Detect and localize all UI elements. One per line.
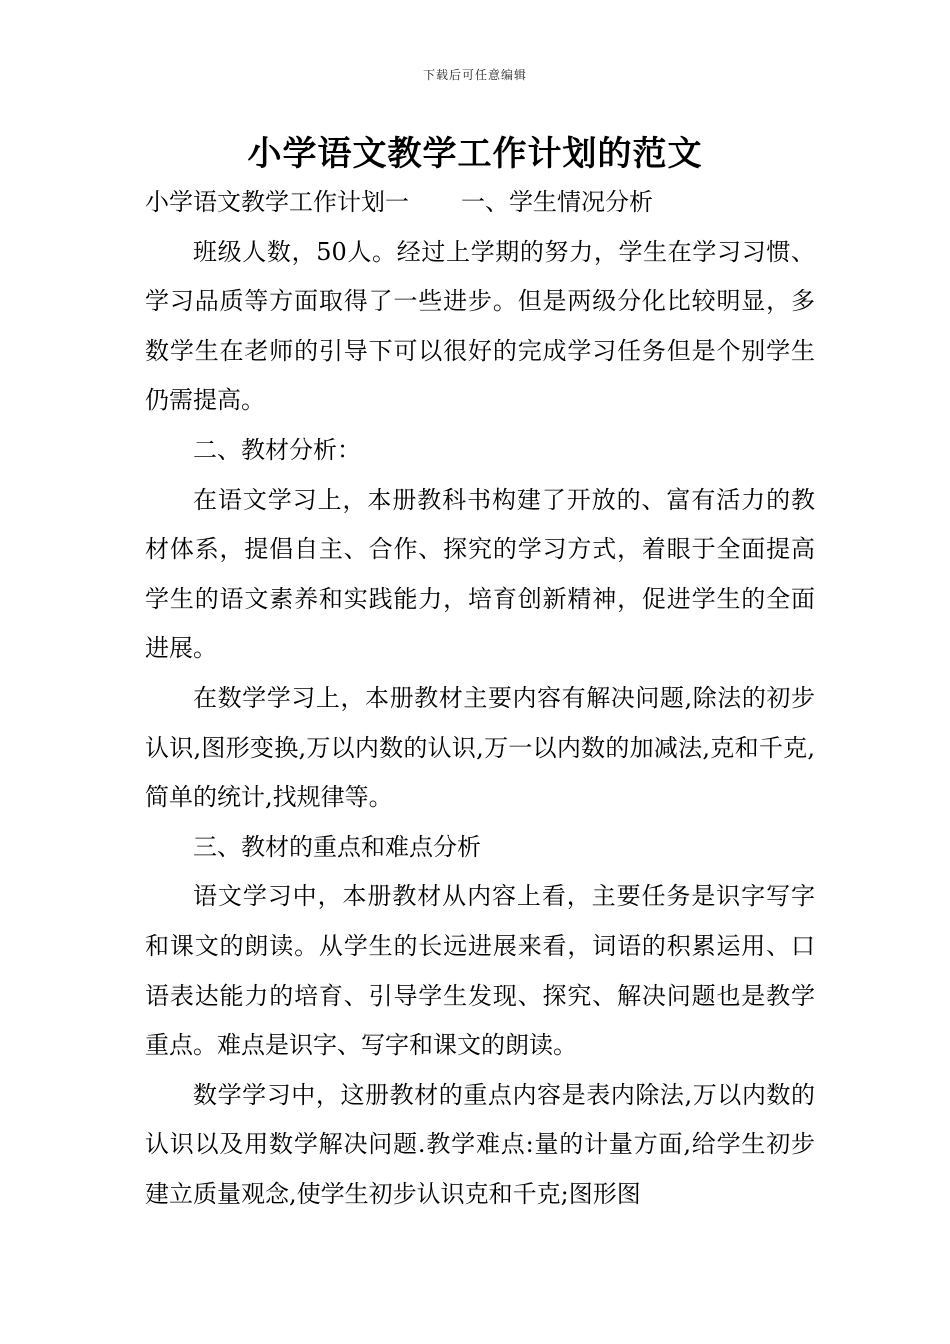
document-title: 小学语文教学工作计划的范文 [247, 134, 703, 174]
page-header-note: 下载后可任意编辑 [422, 68, 527, 82]
paragraph-math-textbook: 在数学学习上，本册教材主要内容有解决问题,除法的初步认识,图形变换,万以内数的认识,万一以内数的加减法,克和千克,简单的统计,找规律等。 [145, 683, 815, 812]
paragraph-chinese-textbook: 在语文学习上，本册教科书构建了开放的、富有活力的教材体系，提倡自主、合作、探究的学习方式，着眼于全面提高学生的语文素养和实践能力，培育创新精神，促进学生的全面进展。 [145, 485, 815, 663]
paragraph-class-size: 班级人数，50人。经过上学期的努力，学生在学习习惯、学习品质等方面取得了一些进步。但是两级分化比较明显，多数学生在老师的引导下可以很好的完成学习任务但是个别学生仍需提高。 [145, 237, 815, 415]
section-heading-key-points: 三、教材的重点和难点分析 [193, 832, 481, 861]
plan-label: 小学语文教学工作计划一 [145, 188, 409, 216]
section-heading-student-analysis: 一、学生情况分析 [461, 188, 653, 216]
paragraph-chinese-key-points: 语文学习中，本册教材从内容上看，主要任务是识字写字和课文的朗读。从学生的长远进展来看，词语的积累运用、口语表达能力的培育、引导学生发现、探究、解决问题也是教学重点。难点是识字、写字和课文的朗读。 [145, 882, 815, 1060]
paragraph-math-key-points: 数学学习中，这册教材的重点内容是表内除法,万以内数的认识以及用数学解决问题.教学难点:量的计量方面,给学生初步建立质量观念,使学生初步认识克和千克;图形图 [145, 1080, 815, 1208]
intro-line [145, 178, 815, 228]
document-body [145, 178, 815, 1219]
section-heading-textbook-analysis: 二、教材分析： [193, 435, 361, 464]
